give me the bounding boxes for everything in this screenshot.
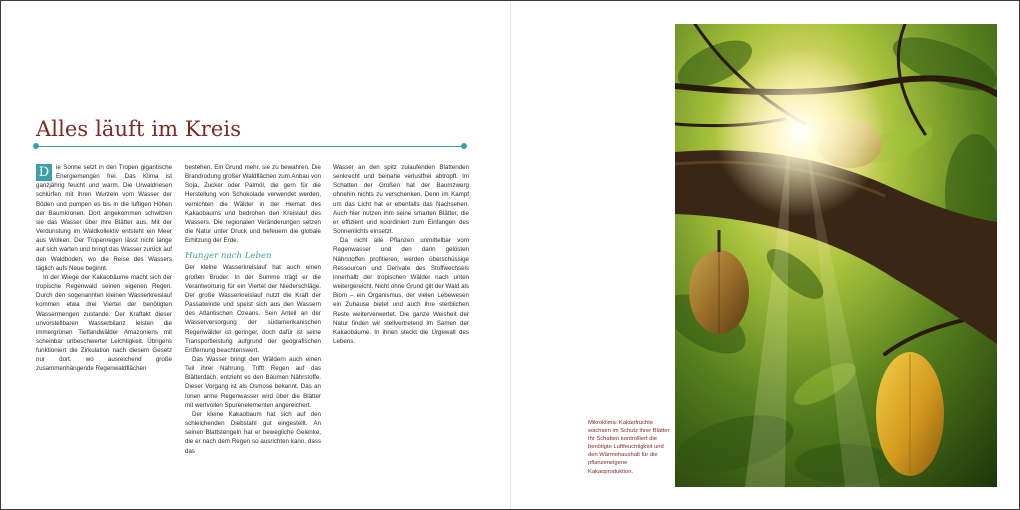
drop-cap: D (36, 164, 52, 181)
paragraph: Da nicht alle Pflanzen unmittelbar vom Regenwasser und den darin gelösten Nährstoffen profitieren, werden überschüssige Ressourcen und Derivate des Stoffwechsels innerhalb der tropischen Wälder nach unten weitergereicht. Nicht ohne Grund gilt der Wald als Biom – ein Organismus, der vielen Lebewesen ein Zuhause bietet und auch ihre sterblichen Reste weiterverwertet. Die ganze Weisheit der Natur finden wir stellvertretend im Samen der Kakaobäume. In ihnen steckt die Urgewalt des Lebens. (333, 237, 469, 345)
paragraph: Wasser an den spitz zulaufenden Blattenden senkrecht und beinahe verlustfrei abtropft. Im Schatten der Großen hat der Baumzwerg ohnehin nichts zu verschenken. Denn im Kampf um das Licht hat er ebenfalls das Nachsehen. Auch hier nutzen ihm seine smarten Blätter, die er effizient und koordiniert zum Einfangen des Sonnenlichts einsetzt. (333, 164, 469, 236)
cacao-tree-photo (675, 24, 997, 487)
text-column-3 (333, 163, 469, 346)
paragraph: bestehen. Ein Grund mehr, sie zu bewahren. Die Brandrodung großer Waldflächen zum Anbau von Soja, Zucker oder Palmöl, die gern für die Herstellung von Schokolade verwendet werden, vernichten die Wälder in der Heimat des Kakaobaums und bedrohen den Kreislauf des Wassers. Die regionalen Veränderungen setzen die Natur unter Druck und befeuern die globale Erhitzung der Erde. (185, 164, 321, 245)
photo-caption: Mikroklima: Kakaofrüchte wachsen im Schutz ihrer Blätter. Ihr Schatten kontrolliert die benötigte Luftfeuchtigkeit und den Wärmehaushalt für die pflanzeneigene Kakaoproduktion. (588, 420, 671, 475)
title-rule (36, 146, 464, 147)
page-title: Alles läuft im Kreis (36, 117, 242, 141)
paragraph: Der kleine Wasserkreislauf hat auch einen großen Bruder. In der Summe trägt er die Verantwortung für ein Viertel der Niederschläge. Der große Wasserkreislauf nutzt die Kraft der Passatwinde und speist sich aus den Wassern des Atlantischen Ozeans. Sein Anteil an der Wasserversorgung der südamerikanischen Regenwälder ist geringer, doch dafür ist seine Transportleistung aufgrund der geografischen Entfernung beachtenswert. (185, 264, 321, 354)
text-column-2 (185, 163, 321, 456)
paragraph: Das Wasser bringt den Wäldern auch einen Teil ihrer Nahrung. Trifft Regen auf das Blätterdach, entzieht es den Bäumen Nährstoffe. Dieser Vorgang ist als Osmose bekannt. Das an Ionen arme Regenwasser wird über die Blätter mit wertvollen Spurenelementen angereichert. (185, 355, 321, 409)
rule-dot-right (461, 143, 467, 149)
paragraph: D ie Sonne setzt in den Tropen gigantische Energiemengen frei. Das Klima ist ganzjährig feucht und warm. Die Urwaldriesen schlürfen mit ihren Wurzeln vom Wasser der Böden und pumpen es bis in die luftigen Höhen der Baumkronen. Dort angekommen schwitzen sie das Wasser über ihre Blätter aus. Mit der Verdunstung im Waldkollektiv entsteht ein Meer aus Wolken. Der Tropenregen lässt nicht lange auf sich warten und bringt das Wasser zurück auf den Waldboden, wo die Reise des Wassers täglich aufs Neue beginnt. (36, 164, 172, 272)
paragraph: Der kleine Kakaobaum hat sich auf den schleichenden Diebstahl gut eingestellt. An seinen Blattstengeln hat er bewegliche Gelenke, die er nach dem Regen so ausrichten kann, dass das (185, 410, 321, 455)
paragraph: In der Wiege der Kakaobäume macht sich der tropische Regenwald seinen eigenen Regen. Durch den sogenannten kleinen Wasserkreislauf kommen etwa drei Viertel der benötigten Wassermengen zustande. Der Kraftakt dieser unvorstellbaren Wasserbilanz leisten die immergrünen Tieflandwälder Amazoniens mit scheinbar unbeschwerter Leichtigkeit. Übrigens funktioniert die Zirkulation nach diesem Gesetz nur dort, wo ausreichend große zusammenhängende Regenwaldflächen (36, 273, 172, 373)
text-column-1 (36, 163, 172, 374)
page-fold (510, 1, 511, 509)
subheading: Hunger nach Leben (185, 251, 272, 262)
